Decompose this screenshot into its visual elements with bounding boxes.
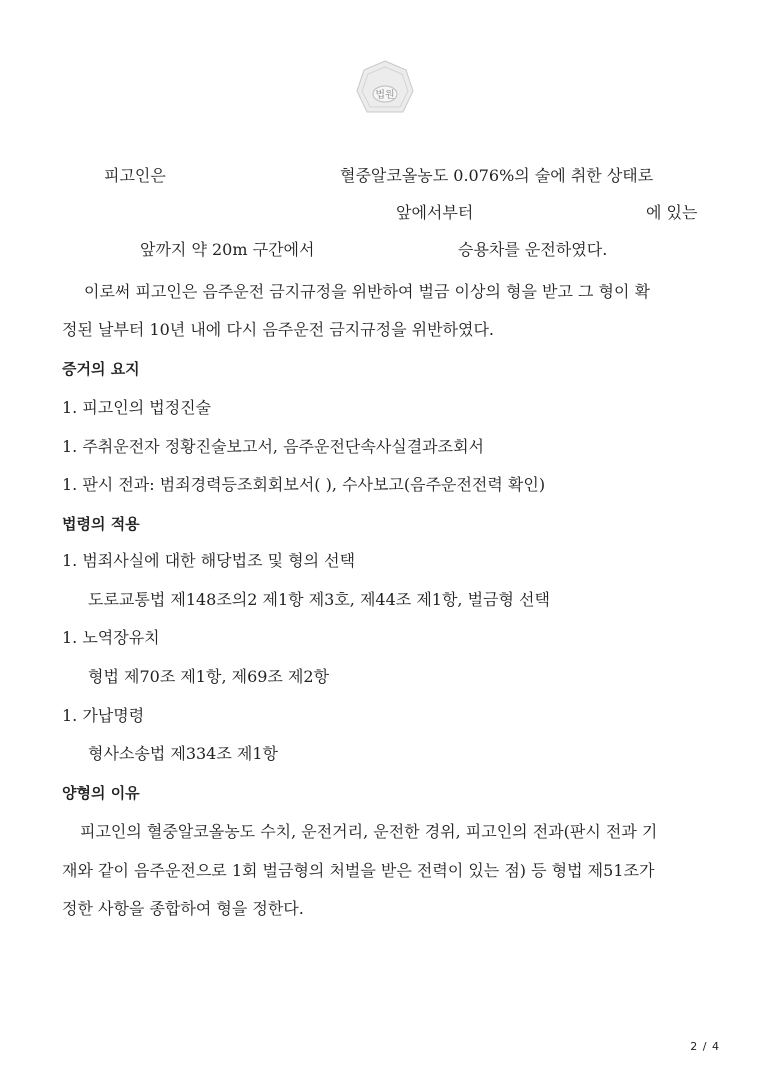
reason-line-2: 재와 같이 음주운전으로 1회 벌금형의 처벌을 받은 전력이 있는 점) 등 형법 제51조가: [62, 861, 655, 880]
seal-text: 법원: [375, 90, 395, 101]
law-item-3: 1. 가납명령: [62, 706, 145, 725]
law-item-2-detail: 형법 제70조 제1항, 제69조 제2항: [88, 667, 330, 686]
law-item-1-detail: 도로교통법 제148조의2 제1항 제3호, 제44조 제1항, 벌금형 선택: [88, 590, 550, 609]
law-item-3-detail: 형사소송법 제334조 제1항: [88, 744, 278, 763]
facts-line-1a: 피고인은: [104, 166, 166, 185]
evidence-heading: 증거의 요지: [62, 360, 140, 378]
facts-line-2b: 에 있는: [646, 203, 698, 222]
facts-line-3a: 앞까지 약 20m 구간에서: [140, 240, 315, 259]
facts-line-5: 정된 날부터 10년 내에 다시 음주운전 금지규정을 위반하였다.: [62, 320, 494, 339]
evidence-item-3: 1. 판시 전과: 범죄경력등조회회보서( ), 수사보고(음주운전전력 확인): [62, 475, 546, 494]
law-item-1: 1. 범죄사실에 대한 해당법조 및 형의 선택: [62, 551, 356, 570]
law-item-2: 1. 노역장유치: [62, 628, 160, 647]
evidence-item-1: 1. 피고인의 법정진술: [62, 398, 212, 417]
reason-line-3: 정한 사항을 종합하여 형을 정한다.: [62, 899, 304, 918]
reason-line-1: 피고인의 혈중알코올농도 수치, 운전거리, 운전한 경위, 피고인의 전과(판시 전과 기: [80, 822, 658, 841]
page-number: 2 / 4: [690, 1040, 720, 1053]
facts-line-3b: 승용차를 운전하였다.: [458, 240, 608, 259]
law-heading: 법령의 적용: [62, 515, 140, 533]
reason-heading: 양형의 이유: [62, 784, 140, 802]
evidence-item-2: 1. 주취운전자 정황진술보고서, 음주운전단속사실결과조회서: [62, 437, 485, 456]
facts-line-2a: 앞에서부터: [396, 203, 474, 222]
facts-line-4: 이로써 피고인은 음주운전 금지규정을 위반하여 벌금 이상의 형을 받고 그 형이 확: [84, 282, 650, 301]
court-seal-icon: [354, 58, 416, 120]
facts-line-1b: 혈중알코올농도 0.076%의 술에 취한 상태로: [340, 166, 654, 185]
